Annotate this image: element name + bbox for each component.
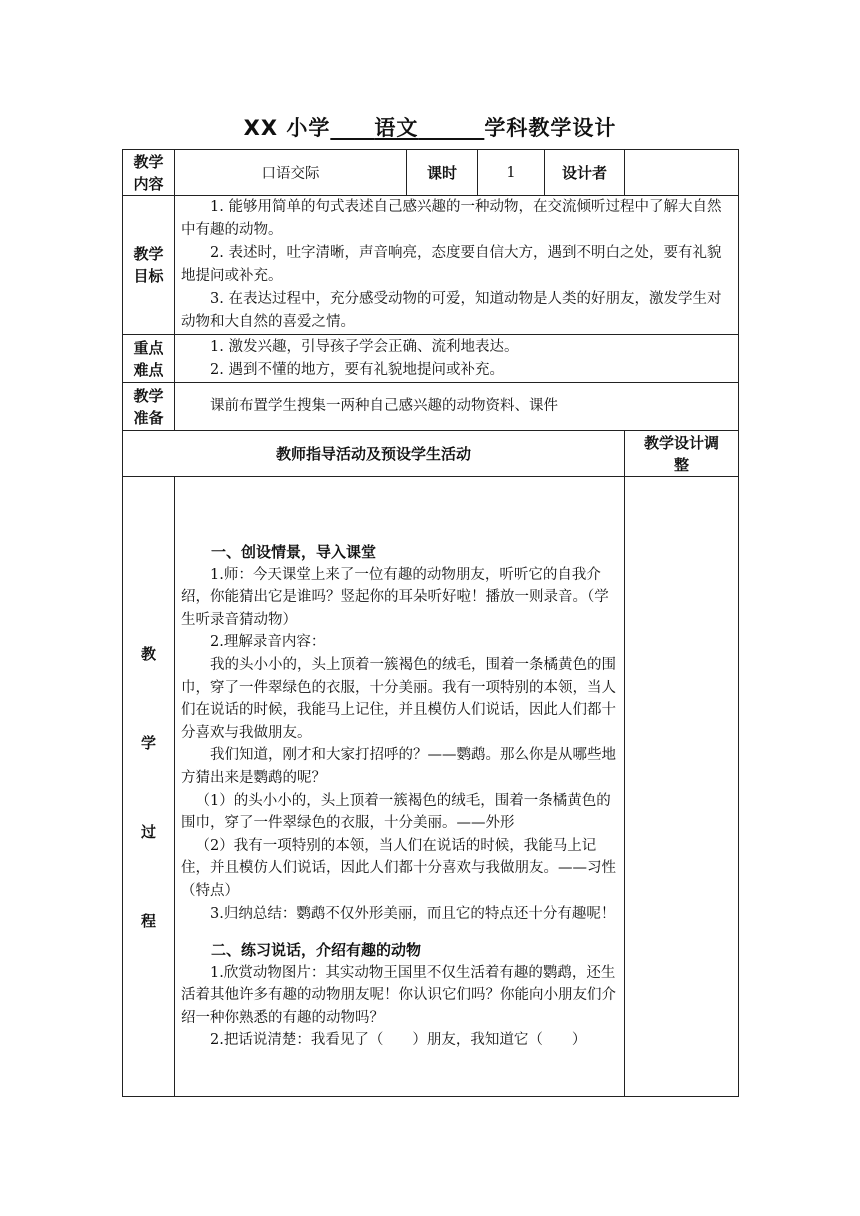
- prep-content: 课前布置学生搜集一两种自己感兴趣的动物资料、课件: [175, 383, 739, 431]
- process-content: [175, 477, 625, 1097]
- keypoints-label: 重点 难点: [123, 335, 175, 383]
- goal-item: 3. 在表达过程中，充分感受动物的可爱，知道动物是人类的好朋友，激发学生对动物和大自然的喜爱之情。: [181, 291, 722, 330]
- activity-header-main: 教师指导活动及预设学生活动: [123, 431, 625, 477]
- keypoint-item: 2. 遇到不懂的地方，要有礼貌地提问或补充。: [210, 361, 504, 378]
- keypoints-row: [123, 335, 739, 383]
- keypoints-content: [175, 335, 739, 383]
- paragraph: 3.归纳总结：鹦鹉不仅外形美丽，而且它的特点还十分有趣呢！: [210, 905, 616, 922]
- content-row: [123, 150, 739, 196]
- title-suffix: 学科教学设计: [484, 116, 617, 140]
- paragraph: 2.把话说清楚：我看见了（ ）朋友，我知道它（ ）: [210, 1032, 587, 1049]
- title-subject: 语文: [374, 116, 419, 140]
- keypoint-item: 1. 激发兴趣，引导孩子学会正确、流利地表达。: [210, 338, 519, 355]
- paragraph: 1.欣赏动物图片：其实动物王国里不仅生活着有趣的鹦鹉，还生活着其他许多有趣的动物朋友呢！你认识它们吗？你能向小朋友们介绍一种你熟悉的有趣的动物吗？: [181, 964, 616, 1026]
- goals-label: 教学 目标: [123, 196, 175, 335]
- section-title: 二、练习说话，介绍有趣的动物: [211, 941, 422, 960]
- prep-row: [123, 383, 739, 431]
- goal-item: 2. 表述时，吐字清晰，声音响亮，态度要自信大方，遇到不明白之处，要有礼貌地提问或补充。: [181, 245, 722, 284]
- process-label: 教 学 过 程: [123, 477, 175, 1097]
- designer-label: 设计者: [545, 150, 625, 196]
- page-title: [0, 112, 860, 142]
- paragraph: （2）我有一项特别的本领，当人们在说话的时候，我能马上记住，并且模仿人们说话，因此人们都十分喜欢与我做朋友。——习性（特点）: [181, 837, 616, 899]
- goals-row: [123, 196, 739, 335]
- paragraph: 2.理解录音内容：: [210, 634, 326, 651]
- activity-header-side: 教学设计调 整: [625, 431, 739, 477]
- section-title: 一、创设情景，导入课堂: [211, 543, 377, 561]
- title-school: XX 小学: [243, 116, 331, 140]
- content-value: 口语交际: [175, 150, 407, 196]
- period-label: 课时: [407, 150, 478, 196]
- paragraph: 1.师：今天课堂上来了一位有趣的动物朋友，听听它的自我介绍，你能猜出它是谁吗？竖起你的耳朵听好啦！播放一则录音。（学生听录音猜动物）: [181, 566, 609, 628]
- process-adjustment: [625, 477, 739, 1097]
- paragraph: （1）的头小小的，头上顶着一簇褐色的绒毛，围着一条橘黄色的围巾，穿了一件翠绿色的衣服，十分美丽。——外形: [181, 792, 611, 832]
- content-label: 教学 内容: [123, 150, 175, 196]
- paragraph: 我们知道，刚才和大家打招呼的？——鹦鹉。那么你是从哪些地方猜出来是鹦鹉的呢？: [181, 747, 616, 786]
- period-value: 1: [478, 150, 545, 196]
- goal-item: 1. 能够用简单的句式表述自己感兴趣的一种动物，在交流倾听过程中了解大自然中有趣的动物。: [181, 199, 722, 238]
- activity-header-row: [123, 431, 739, 477]
- lesson-plan-table: [122, 149, 739, 1097]
- goals-content: [175, 196, 739, 335]
- designer-value: [625, 150, 739, 196]
- paragraph: 我的头小小的，头上顶着一簇褐色的绒毛，围着一条橘黄色的围巾，穿了一件翠绿色的衣服，十分美丽。我有一项特别的本领，当人们在说话的时候，我能马上记住，并且模仿人们说话，因此人们都十分喜欢与我做朋友。: [181, 656, 616, 741]
- process-row: [123, 477, 739, 1097]
- prep-label: 教学 准备: [123, 383, 175, 431]
